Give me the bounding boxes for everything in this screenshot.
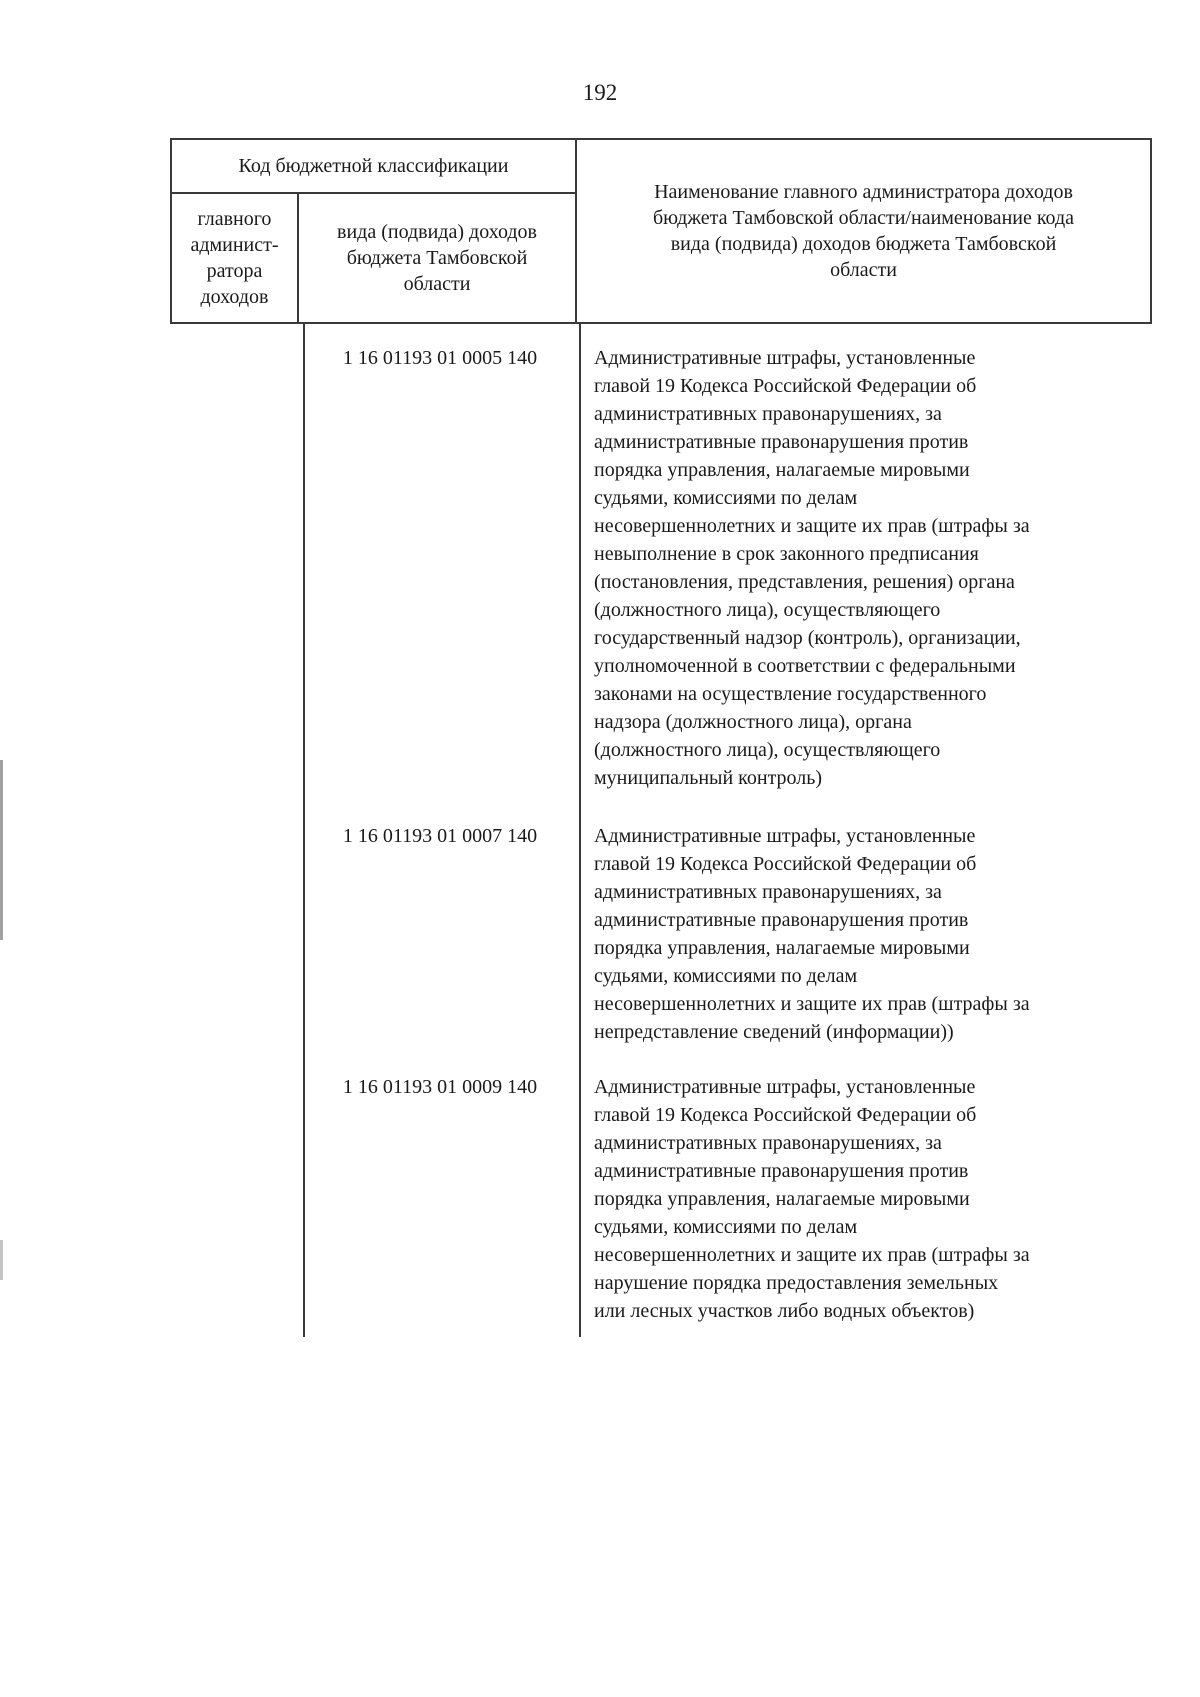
description-line: судьями, комиссиями по делам [594,1216,858,1238]
description-line: несовершеннолетних и защите их прав (штрафы за [594,1244,1030,1266]
table-row-description [594,344,1154,792]
header-col3 [577,140,1150,322]
description-line: надзора (должностного лица), органа [594,711,912,733]
description-line: или лесных участков либо водных объектов) [594,1300,975,1322]
description-line: главой 19 Кодекса Российской Федерации об [594,1104,977,1126]
header-bottom-border [170,322,1152,324]
header-col3-line: Наименование главного администратора доходов [654,181,1073,203]
header-col2-line: бюджета Тамбовской [346,247,528,269]
description-line: порядка управления, налагаемые мировыми [594,1188,970,1210]
header-right-border [1150,138,1152,324]
description-line: Административные штрафы, установленные [594,1076,976,1098]
table-row-code: 1 16 01193 01 0005 140 [342,347,538,369]
description-line: административные правонарушения против [594,909,969,931]
header-col1-line: админист- [190,234,279,256]
table-row-code: 1 16 01193 01 0007 140 [342,825,538,847]
description-line: судьями, комиссиями по делам [594,487,858,509]
description-line: порядка управления, налагаемые мировыми [594,937,970,959]
description-line: несовершеннолетних и защите их прав (штрафы за [594,515,1030,537]
description-line: непредставление сведений (информации)) [594,1021,954,1043]
header-group-label: Код бюджетной классификации [238,155,509,177]
header-col1-line: ратора [206,260,263,282]
scan-edge-mark [0,760,3,940]
header-col3-line: области [830,259,897,281]
description-line: судьями, комиссиями по делам [594,965,858,987]
page-number: 192 [582,80,618,105]
description-line: административных правонарушениях, за [594,1132,942,1154]
header-col3-line: бюджета Тамбовской области/наименование кода [652,207,1075,229]
body-divider-col3 [579,324,581,1337]
table-row-code: 1 16 01193 01 0009 140 [342,1076,538,1098]
table-row-description [594,822,1154,1046]
description-line: муниципальный контроль) [594,767,823,789]
description-line: Административные штрафы, установленные [594,347,976,369]
description-line: порядка управления, налагаемые мировыми [594,459,970,481]
description-line: законами на осуществление государственного [594,683,987,705]
scan-edge-mark [0,1240,3,1280]
description-line: государственный надзор (контроль), организации, [594,627,1021,649]
description-line: (должностного лица), осуществляющего [594,739,941,761]
description-line: уполномоченной в соответствии с федеральными [594,655,1016,677]
description-line: несовершеннолетних и защите их прав (штрафы за [594,993,1030,1015]
header-col1 [172,194,297,322]
description-line: административные правонарушения против [594,431,969,453]
header-col2-line: области [403,273,471,295]
header-col2-line: вида (подвида) доходов [337,221,537,243]
table-row-description [594,1073,1154,1325]
description-line: нарушение порядка предоставления земельных [594,1272,999,1294]
description-line: административные правонарушения против [594,1160,969,1182]
description-line: главой 19 Кодекса Российской Федерации об [594,375,977,397]
description-line: (должностного лица), осуществляющего [594,599,941,621]
description-line: административных правонарушениях, за [594,403,942,425]
description-line: невыполнение в срок законного предписания [594,543,979,565]
description-line: главой 19 Кодекса Российской Федерации об [594,853,977,875]
header-col3-line: вида (подвида) доходов бюджета Тамбовской [670,233,1057,255]
header-col1-line: главного [197,208,272,230]
header-col1-line: доходов [200,286,269,308]
description-line: административных правонарушениях, за [594,881,942,903]
description-line: Административные штрафы, установленные [594,825,976,847]
description-line: (постановления, представления, решения) органа [594,571,1015,593]
header-col2 [299,194,575,322]
